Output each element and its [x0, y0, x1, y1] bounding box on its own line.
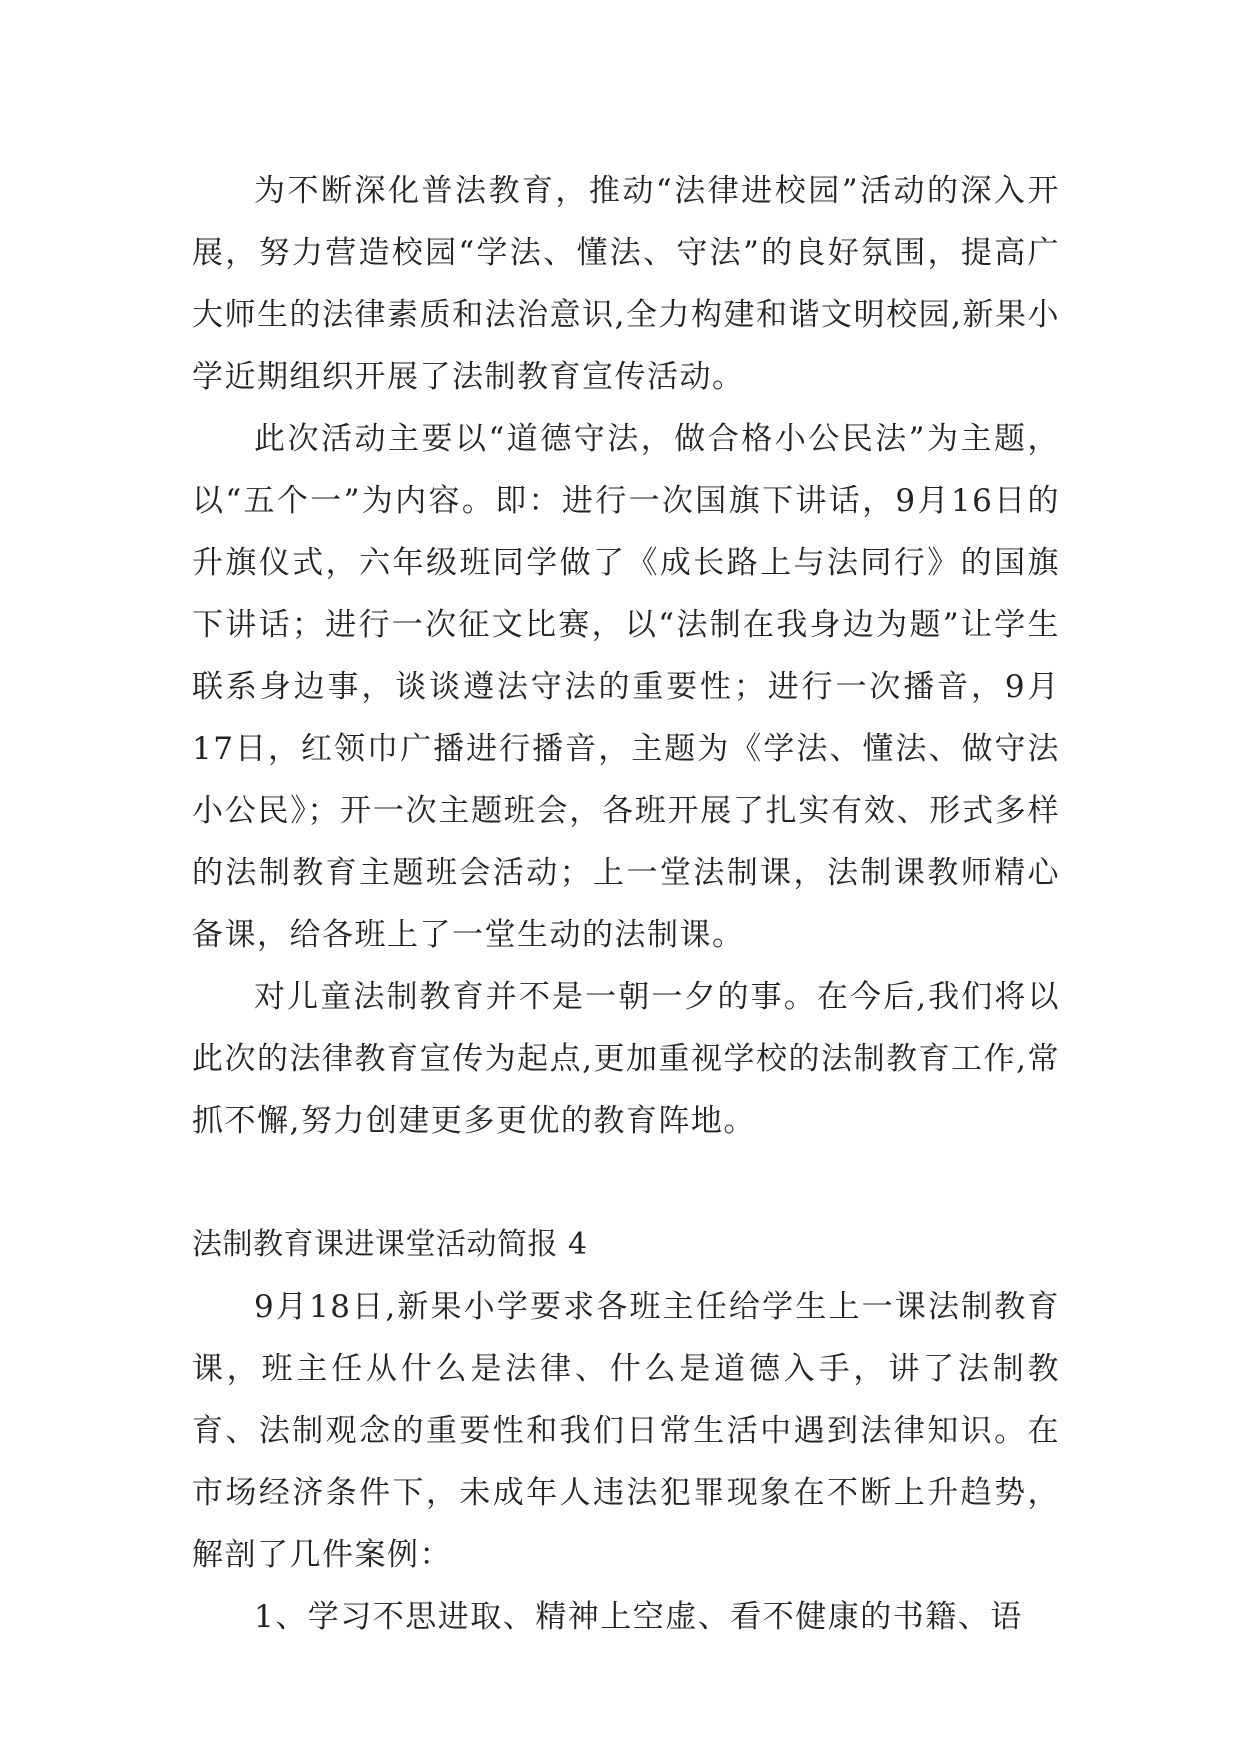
- paragraph-activities: 此次活动主要以“道德守法，做合格小公民法”为主题，以“五个一”为内容。即：进行一次国旗下讲话，9月16日的升旗仪式，六年级班同学做了《成长路上与法同行》的国旗下讲话；进行一次征文比赛，以“法制在我身边为题”让学生联系身边事，谈谈遵法守法的重要性；进行一次播音，9月17日，红领巾广播进行播音，主题为《学法、懂法、做守法小公民》；开一次主题班会，各班开展了扎实有效、形式多样的法制教育主题班会活动；上一堂法制课，法制课教师精心备课，给各班上了一堂生动的法制课。: [192, 421, 1060, 953]
- list-item: 1、学习不思进取、精神上空虚、看不健康的书籍、语: [254, 1599, 1023, 1635]
- paragraph-class-lesson: 9月18日,新果小学要求各班主任给学生上一课法制教育课，班主任从什么是法律、什么是道德入手，讲了法制教育、法制观念的重要性和我们日常生活中遇到法律知识。在市场经济条件下，未成年人违法犯罪现象在不断上升趋势，解剖了几件案例：: [192, 1289, 1060, 1573]
- section-title: 法制教育课进课堂活动简报 4: [192, 1227, 588, 1262]
- document-body: [192, 160, 1060, 1648]
- paragraph-intro: 为不断深化普法教育，推动“法律进校园”活动的深入开展，努力营造校园“学法、懂法、守法”的良好氛围，提高广大师生的法律素质和法治意识,全力构建和谐文明校园,新果小学近期组织开展了法制教育宣传活动。: [192, 173, 1060, 395]
- paragraph-conclusion: 对儿童法制教育并不是一朝一夕的事。在今后,我们将以此次的法律教育宣传为起点,更加重视学校的法制教育工作,常抓不懈,努力创建更多更优的教育阵地。: [192, 979, 1060, 1139]
